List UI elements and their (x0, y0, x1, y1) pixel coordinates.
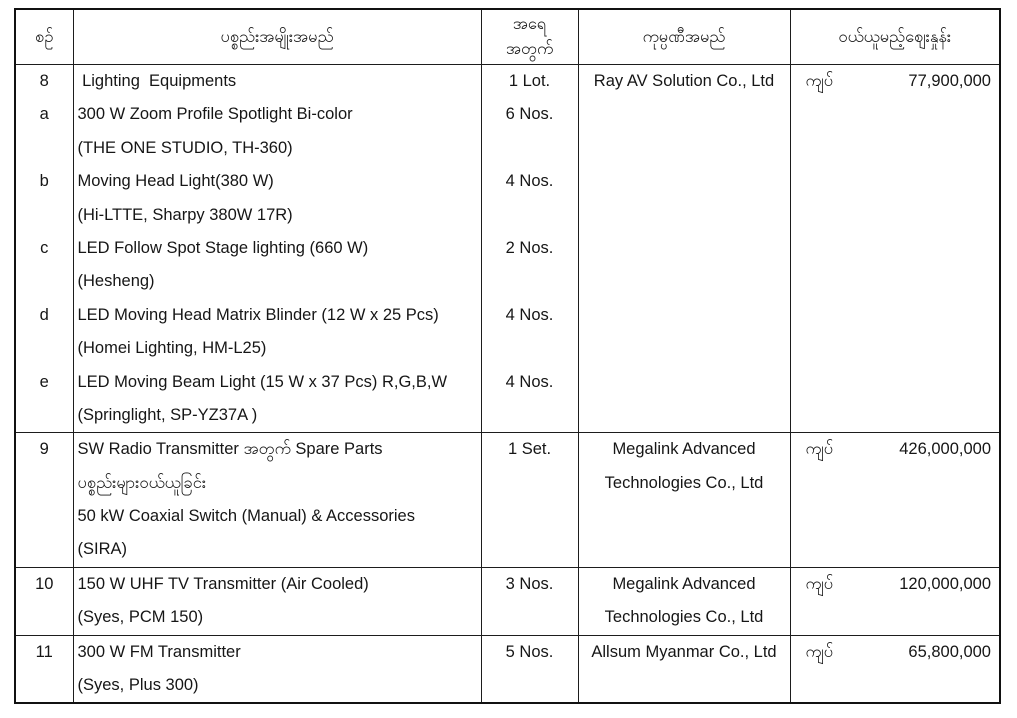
table-row (15, 433, 1000, 568)
item-text: ပစ္စည်းများဝယ်ယူခြင်း (77, 473, 207, 492)
item-text: 50 kW Coaxial Switch (Manual) & Accessories (77, 507, 415, 526)
item-text: Moving Head Light(380 W) (77, 172, 274, 191)
company-cell (578, 433, 790, 568)
row-no: 11 (35, 642, 53, 661)
item-qty: 6 Nos. (505, 105, 554, 124)
price-cell (790, 567, 1000, 635)
currency-label: ကျပ် (805, 72, 834, 90)
item-cell (73, 433, 481, 568)
col-header-qty (481, 9, 578, 65)
company-name: Technologies Co., Ltd (604, 473, 764, 492)
item-qty: 4 Nos. (505, 305, 554, 324)
price-cell (790, 65, 1000, 433)
item-text: SW Radio Transmitter အတွက် Spare Parts (77, 440, 383, 459)
table-row (15, 567, 1000, 635)
item-text: LED Follow Spot Stage lighting (660 W) (77, 238, 369, 257)
col-header-qty-line1: အရေ (512, 15, 547, 33)
table-header-row (15, 9, 1000, 65)
item-qty: 1 Set. (507, 440, 552, 459)
row-no: 9 (39, 440, 49, 459)
item-text: (Springlight, SP-YZ37A ) (77, 405, 258, 424)
col-header-qty-line2: အတွက် (505, 40, 554, 58)
currency-label: ကျပ် (805, 574, 834, 593)
item-text: LED Moving Head Matrix Blinder (12 W x 25 Pcs) (77, 305, 439, 324)
item-text: (Hesheng) (77, 272, 155, 291)
price-amount: 65,800,000 (908, 642, 991, 661)
item-qty: 4 Nos. (505, 372, 554, 391)
item-text: 300 W Zoom Profile Spotlight Bi-color (77, 105, 353, 124)
company-cell (578, 567, 790, 635)
no-cell (15, 65, 73, 433)
col-header-company-label: ကုမ္ပဏီအမည် (642, 27, 726, 46)
col-header-company (578, 9, 790, 65)
item-qty: 4 Nos. (505, 172, 554, 191)
item-cell (73, 65, 481, 433)
item-text: 150 W UHF TV Transmitter (Air Cooled) (77, 574, 369, 593)
item-text: (Syes, PCM 150) (77, 608, 204, 627)
item-text: 300 W FM Transmitter (77, 642, 241, 661)
item-text: (THE ONE STUDIO, TH-360) (77, 138, 293, 157)
table-row (15, 65, 1000, 433)
table-row (15, 635, 1000, 703)
price-amount: 120,000,000 (899, 574, 991, 593)
company-name: Ray AV Solution Co., Ltd (593, 72, 775, 90)
company-name: Allsum Myanmar Co., Ltd (591, 642, 777, 661)
company-cell (578, 65, 790, 433)
item-qty: 2 Nos. (505, 238, 554, 257)
company-name: Megalink Advanced (612, 440, 756, 459)
currency-label: ကျပ် (805, 642, 834, 661)
col-header-price-label: ဝယ်ယူမည့်ဈေးနှုန်း (838, 27, 952, 46)
col-header-price (790, 9, 1000, 65)
col-header-no (15, 9, 73, 65)
no-cell (15, 433, 73, 568)
row-no: 10 (35, 574, 54, 593)
qty-cell (481, 433, 578, 568)
item-text: (Hi-LTTE, Sharpy 380W 17R) (77, 205, 293, 224)
qty-cell (481, 567, 578, 635)
sub-item-letter: d (39, 305, 49, 324)
procurement-table (14, 8, 1001, 704)
item-text: (Homei Lighting, HM-L25) (77, 339, 267, 358)
col-header-no-label: စဉ် (35, 27, 54, 46)
sub-item-letter: e (39, 372, 49, 391)
company-cell (578, 635, 790, 703)
qty-cell (481, 635, 578, 703)
sub-item-letter: c (40, 238, 49, 257)
col-header-item-label: ပစ္စည်းအမျိုးအမည် (220, 27, 334, 46)
item-text: Lighting Equipments (77, 72, 237, 90)
item-cell (73, 635, 481, 703)
price-amount: 426,000,000 (899, 440, 991, 459)
row-no: 8 (39, 72, 49, 90)
col-header-item (73, 9, 481, 65)
item-text: LED Moving Beam Light (15 W x 37 Pcs) R,G,B,W (77, 372, 448, 391)
qty-cell (481, 65, 578, 433)
price-line (791, 433, 1000, 466)
price-amount: 77,900,000 (908, 72, 991, 90)
sub-item-letter: b (39, 172, 49, 191)
item-qty: 1 Lot. (508, 72, 551, 90)
price-line (791, 65, 1000, 98)
price-line (791, 568, 1000, 601)
sub-item-letter: a (39, 105, 49, 124)
item-text: (SIRA) (77, 540, 127, 559)
item-qty: 3 Nos. (505, 574, 554, 593)
item-text: (Syes, Plus 300) (77, 676, 199, 695)
price-cell (790, 433, 1000, 568)
price-cell (790, 635, 1000, 703)
item-qty: 5 Nos. (505, 642, 554, 661)
price-line (791, 636, 1000, 669)
currency-label: ကျပ် (805, 440, 834, 459)
company-name: Megalink Advanced (612, 574, 756, 593)
no-cell (15, 635, 73, 703)
company-name: Technologies Co., Ltd (604, 608, 764, 627)
no-cell (15, 567, 73, 635)
item-cell (73, 567, 481, 635)
